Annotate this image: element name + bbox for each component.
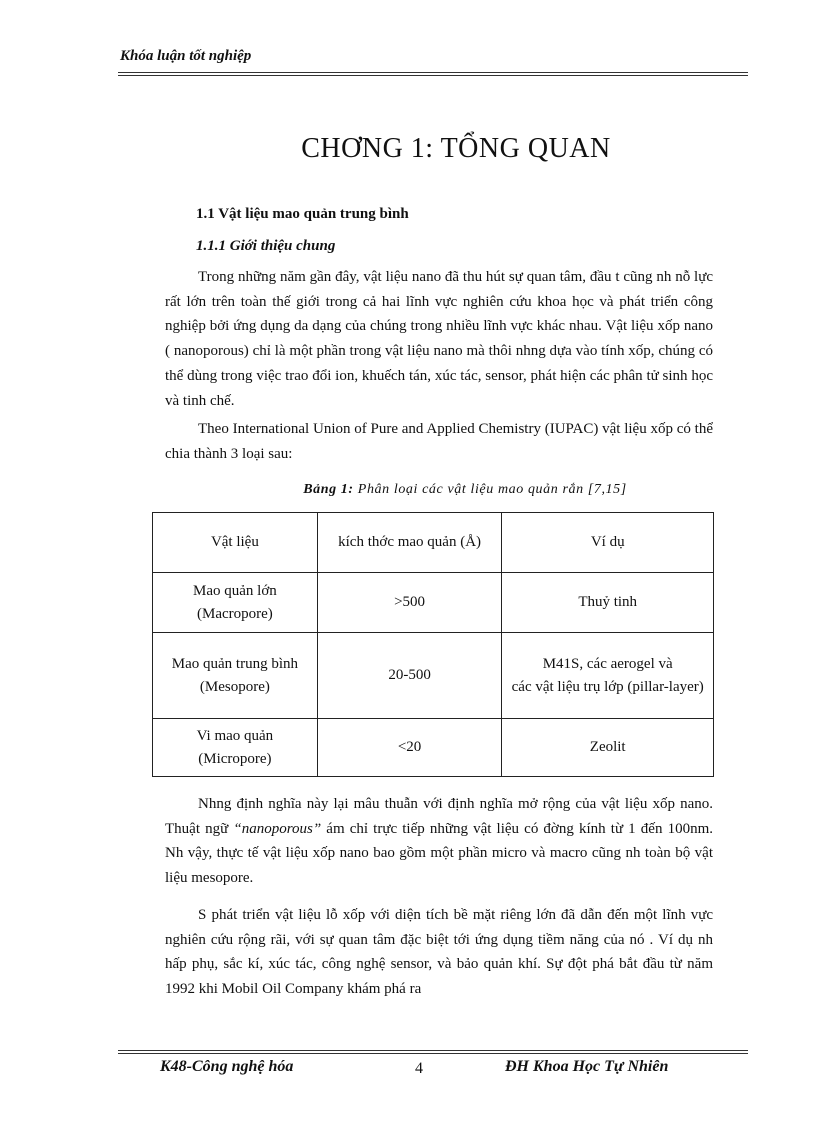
table-row [153,573,714,633]
table-header-row [153,513,714,573]
running-header: Khóa luận tốt nghiệp [120,48,252,64]
table-cell-example: Thuỷ tinh [502,573,714,633]
footer-rule-top [118,1050,748,1051]
table-caption-label: Bảng 1: [303,482,354,497]
table-cell-material: Mao quản lớn (Macropore) [153,573,318,633]
table-cell-size: >500 [317,573,502,633]
table-cell-size: <20 [317,719,502,777]
table-caption-text: Phân loại các vật liệu mao quản rắn [7,15] [353,482,627,497]
pore-classification-table [152,512,714,777]
chapter-title: CHƠNG 1: TỔNG QUAN [301,133,611,164]
table-cell-size: 20-500 [317,633,502,719]
table-cell-example: M41S, các aerogel và các vật liệu trụ lớp (pillar-layer) [502,633,714,719]
table-header-cell: Ví dụ [502,513,714,573]
page-number: 4 [415,1060,423,1077]
footer-university: ĐH Khoa Học Tự Nhiên [505,1058,669,1075]
paragraph-definition: Nhng định nghĩa này lại mâu thuẫn với định nghĩa mở rộng của vật liệu xốp nano. Thuật ngữ “nanoporous” ám chỉ trực tiếp những vật liệu có đờng kính từ 1 đến 100nm. Nh vậy, thực tế vật liệu xốp nano bao gồm một phần micro và macro cũng nh toàn bộ vật liệu mesopore. [165,796,713,887]
table-row [153,633,714,719]
paragraph-intro: Trong những năm gần đây, vật liệu nano đã thu hút sự quan tâm, đầu t cũng nh nỗ lực rất lớn trên toàn thế giới trong cả hai lĩnh vực nghiên cứu khoa học và phát triển công nghiệp bởi ứng dụng da dạng của chúng trong nhiều lĩnh vực khác nhau. Vật liệu xốp nano ( nanoporous) chỉ là một phần trong vật liệu nano mà thôi nhng dựa vào tính xốp, chúng có thể dùng trong việc trao đổi ion, khuếch tán, xúc tác, sensor, phát hiện các phân tử sinh học và tinh chế. [165,269,713,409]
section-heading: 1.1 Vật liệu mao quản trung bình [196,206,409,222]
table-header-cell: kích thớc mao quản (Å) [317,513,502,573]
footer-department: K48-Công nghệ hóa [160,1058,294,1075]
term-nanoporous: “nanoporous” [233,820,322,837]
paragraph-development: S phát triển vật liệu lỗ xốp với diện tích bề mặt riêng lớn đã dẫn đến một lĩnh vực nghiên cứu rộng rãi, với sự quan tâm đặc biệt tới ứng dụng tiềm năng của nó . Ví dụ nh hấp phụ, sắc kí, xúc tác, công nghệ sensor, và bảo quản khí. Sự đột phá bắt đầu từ năm 1992 khi Mobil Oil Company khám phá ra [165,907,713,998]
paragraph-iupac: Theo International Union of Pure and Applied Chemistry (IUPAC) vật liệu xốp có thể chia thành 3 loại sau: [165,421,713,462]
table-header-cell: Vật liệu [153,513,318,573]
table-cell-material: Mao quản trung bình (Mesopore) [153,633,318,719]
table-cell-example: Zeolit [502,719,714,777]
footer-rule-bottom [118,1053,748,1054]
table-cell-material: Vi mao quản (Micropore) [153,719,318,777]
header-rule-top [118,72,748,73]
table-row [153,719,714,777]
table-caption [0,482,816,498]
subsection-heading: 1.1.1 Giới thiệu chung [196,238,336,254]
header-rule-bottom [118,75,748,76]
